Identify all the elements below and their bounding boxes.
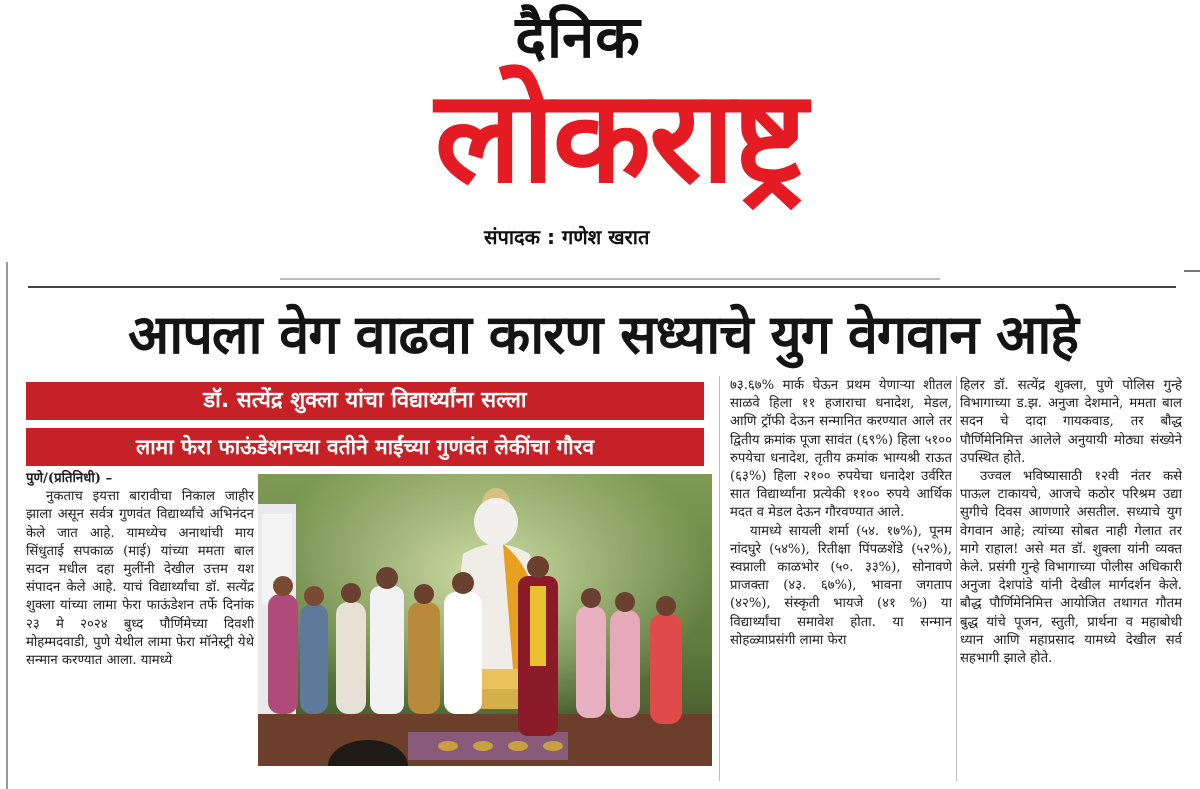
article-column-3 (730, 377, 952, 782)
column-divider-1 (719, 376, 720, 781)
headline: आपला वेग वाढवा कारण सध्याचे युग वेगवान आहे (128, 302, 1078, 366)
column-divider-2 (956, 376, 957, 781)
article-column-4 (960, 377, 1182, 782)
page-left-border (6, 262, 8, 789)
column3-paragraph-2: यामध्ये सायली शर्मा (५४. १७%), पूनम नांदघुरे (५४%), रितीक्षा पिंपळशेंडे (५२%), स्वप्नाली काळभोर (५०. ३३%), सोनावणे प्राजक्ता (४३. ६७%), भावना जगताप (४२%), संस्कृती भायजे (४१ %) या विद्यार्थ्यांचा समावेश होता. या सन्मान सोहळ्याप्रसंगी लामा फेरा (730, 523, 952, 648)
column4-paragraph-1: हिलर डॉ. सत्येंद्र शुक्ला, पुणे पोलिस गुन्हे विभागाच्या ड.झ. अनुजा देशमाने, ममता बाल सदन चे दादा गायकवाड, तर बौद्ध पौर्णिमेनिमित्त आलेले अनुयायी मोठ्या संख्येने उपस्थित होते. (960, 378, 1182, 466)
subhead-2: लामा फेरा फाऊंडेशनच्या वतीने माईंच्या गुणवंत लेकींचा गौरव (26, 428, 704, 466)
dateline: पुणे/(प्रतिनिधी) – (26, 471, 113, 486)
subhead-1: डॉ. सत्येंद्र शुक्ला यांचा विद्यार्थ्यांना सल्ला (26, 382, 704, 420)
editor-line: संपादक : गणेश खरात (484, 225, 650, 249)
column4-paragraph-2: उज्वल भविष्यासाठी १२वी नंतर कसे पाऊल टाकायचे, आजचे कठोर परिश्रम उद्या सुगीचे दिवस आणणारे असतील. सध्याचे युग वेगवान आहे; त्यांच्या सोबत नाही गेलात तर मागे राहाल! असे मत डॉ. शुक्ला यांनी व्यक्त केले. प्रसंगी गुन्हे विभागाच्या पोलीस अधिकारी अनुजा देशपांडे यांनी देखील मार्गदर्शन केले. बौद्ध पौर्णिमेनिमित्त आयोजित तथागत गौतम बुद्ध यांचे पूजन, स्तुती, प्रार्थना व महाबोधी ध्यान आणि महाप्रसाद यामध्ये देखील सर्व सहभागी झाले होते. (960, 469, 1182, 667)
masthead-small-word: दैनिक (515, 3, 641, 71)
column3-paragraph-1: ७३.६७% मार्क घेऊन प्रथम येणाऱ्या शीतल साळवे हिला ११ हजाराचा धनादेश, मेडल, आणि ट्रॉफी देऊन सन्मानित करण्यात आले तर द्वितीय क्रमांक पूजा सावंत (६९%) हिला ५१०० रुपयेचा धनादेश, तृतीय क्रमांक भाग्यश्री राऊत (६३%) हिला २१०० रुपयेचा धनादेश उर्वरित सात विद्यार्थ्यांना प्रत्येकी ११०० रुपये आर्थिक मदत व मेडल देऊन गौरवण्यात आले. (730, 378, 952, 521)
article-column-1 (26, 470, 254, 770)
event-photo (258, 474, 712, 766)
event-photo-illustration (258, 474, 712, 766)
masthead-rule (280, 278, 940, 280)
masthead-title: लोकराष्ट्र (434, 63, 806, 212)
edge-tick (1184, 270, 1200, 272)
column1-paragraph-1: नुकताच इयत्ता बारावीचा निकाल जाहीर झाला असून सर्वत्र गुणवंत विद्यार्थ्यांचे अभिनंदन केले जात आहे. यामध्येच अनाथांची माय सिंधुताई सपकाळ (माई) यांच्या ममता बाल सदन मधील दहा मुलींनी देखील उत्तम यश संपादन केले आहे. याचं विद्यार्थ्यांचा डॉ. सत्येंद्र शुक्ला यांच्या लामा फेरा फाऊंडेशन तर्फे दिनांक २३ मे २०२४ बुध्द पौर्णिमेच्या दिवशी मोहम्मदवाडी, पुणे येथील लामा फेरा मॉनेस्ट्री येथे सन्मान करण्यात आला. यामध्ये (26, 489, 254, 669)
headline-rule (28, 286, 1176, 288)
